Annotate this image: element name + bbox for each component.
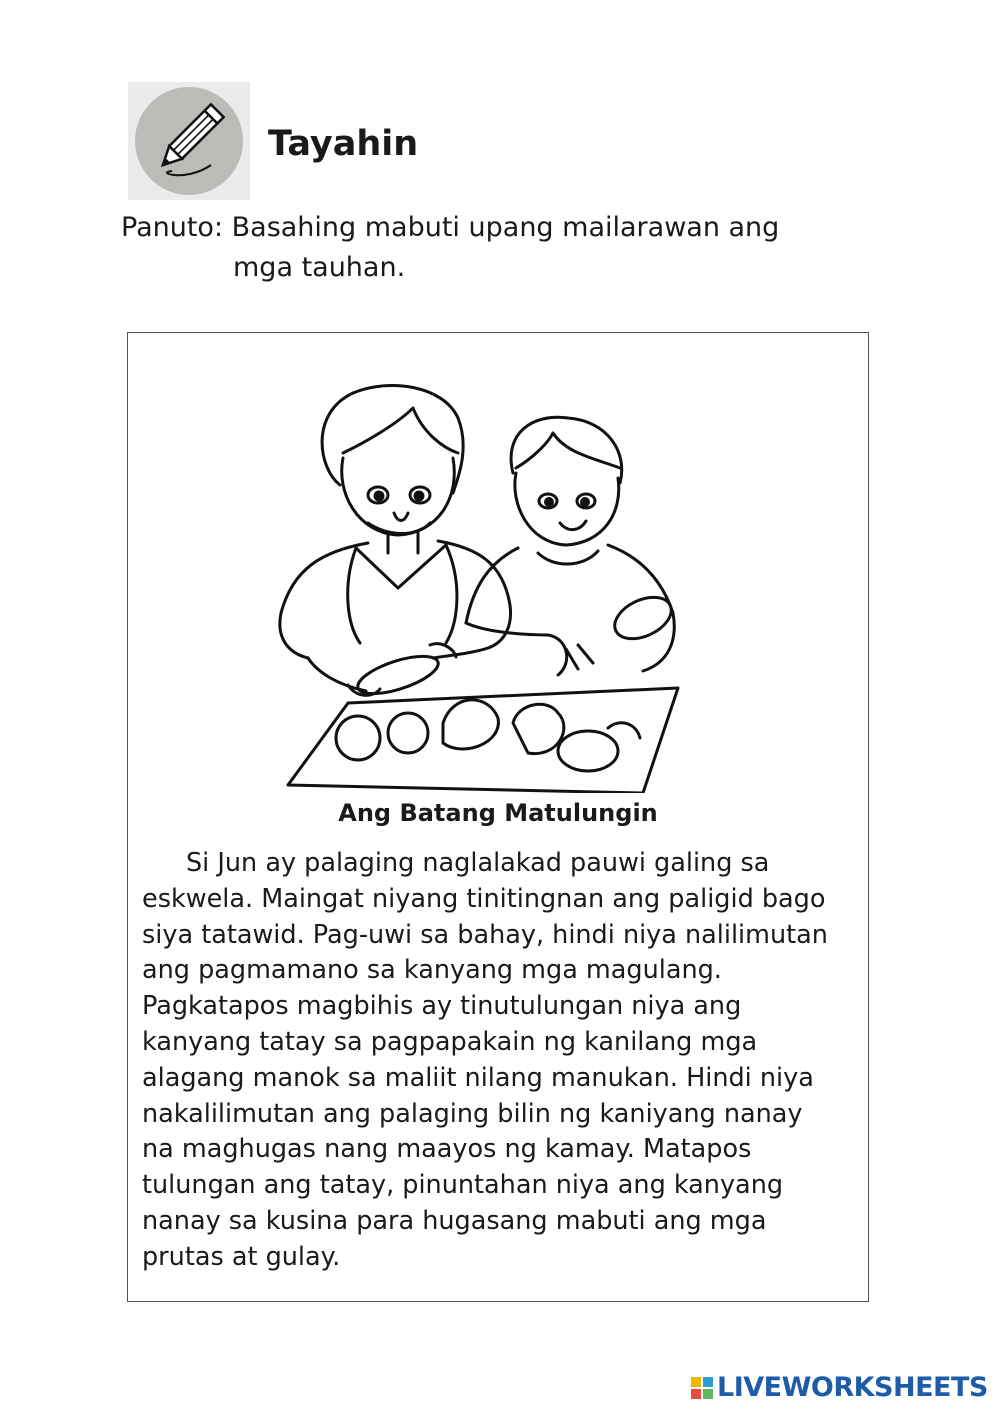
logo-square [703, 1389, 713, 1399]
instructions-line: Panuto: Basahing mabuti upang mailarawan ang [121, 212, 780, 243]
story-line: Pagkatapos magbihis ay tinutulungan niya ang [142, 991, 742, 1022]
liveworksheets-logo-icon [691, 1377, 713, 1399]
instructions [121, 208, 779, 288]
story-line: kanyang tatay sa pagpapakain ng kanilang mga [142, 1026, 758, 1057]
header-icon-box [128, 82, 250, 200]
brand-logo[interactable] [691, 1372, 988, 1403]
story-body [142, 846, 854, 1276]
story-line: tulungan ang tatay, pinuntahan niya ang kanyang [142, 1170, 784, 1201]
pencil-icon [128, 82, 250, 200]
story-line: Si Jun ay palaging naglalakad pauwi galing sa [186, 848, 770, 878]
brand-name: LIVEWORKSHEETS [717, 1372, 988, 1403]
logo-square [691, 1377, 701, 1387]
story-line: nanay sa kusina para hugasang mabuti ang mga [142, 1205, 767, 1236]
story-line: nakalilimutan ang palaging bilin ng kaniyang nanay [142, 1098, 803, 1129]
story-line: siya tatawid. Pag-uwi sa bahay, hindi niya nalilimutan [142, 919, 828, 950]
logo-square [703, 1377, 713, 1387]
page-title: Tayahin [268, 124, 419, 164]
story-title: Ang Batang Matulungin [338, 799, 658, 827]
story-line: alagang manok sa maliit nilang manukan. Hindi niya [142, 1062, 814, 1093]
story-box [127, 332, 869, 1302]
logo-square [691, 1389, 701, 1399]
story-illustration [248, 373, 748, 793]
story-line: ang pagmamano sa kanyang mga magulang. [142, 955, 722, 986]
story-line: na maghugas nang maayos ng kamay. Matapos [142, 1134, 752, 1165]
story-line: eskwela. Maingat niyang tinitingnan ang paligid bago [142, 883, 826, 914]
instructions-line: mga tauhan. [233, 252, 406, 283]
story-line: prutas at gulay. [142, 1241, 341, 1272]
